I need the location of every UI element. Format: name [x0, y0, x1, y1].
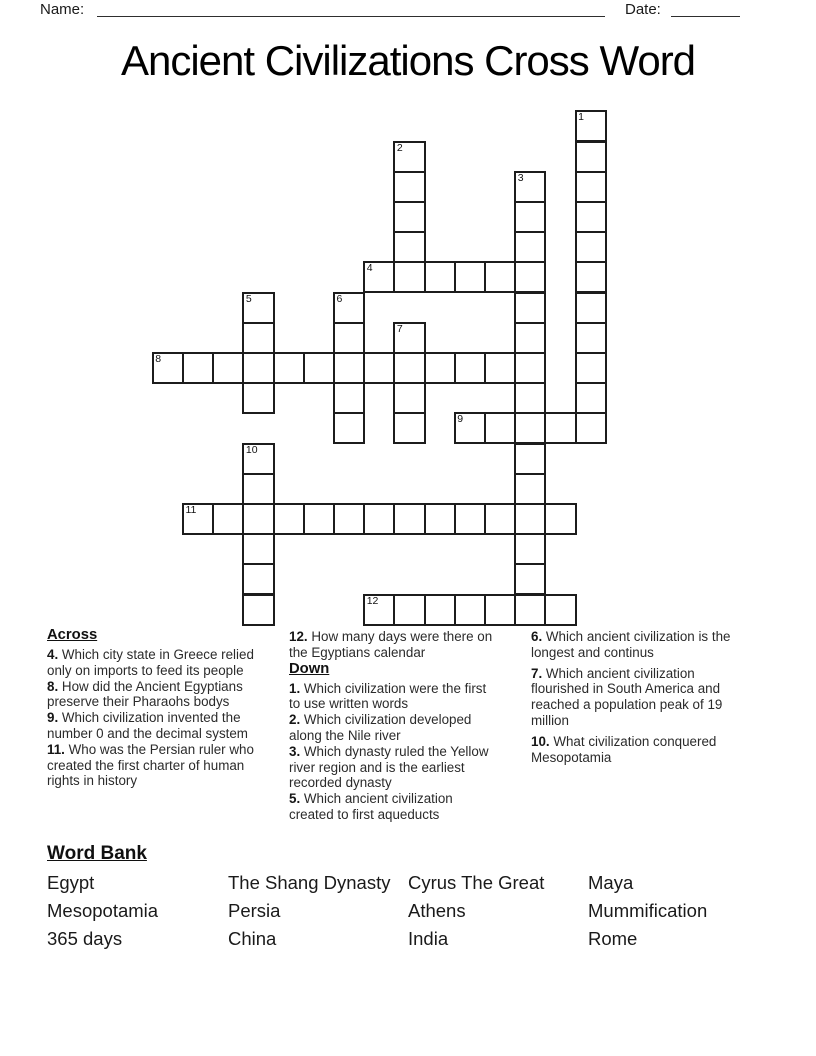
grid-cell: [484, 594, 516, 626]
grid-cell: [575, 141, 607, 173]
cell-number: 8: [155, 352, 162, 365]
cell-number: 2: [396, 141, 403, 154]
clue-text: Which city state in Greece relied only on imports to feed its people: [47, 647, 254, 678]
grid-cell: [393, 201, 425, 233]
grid-cell: [393, 261, 425, 293]
clue-number: 1.: [289, 680, 301, 696]
word-bank-item: Mesopotamia: [47, 900, 159, 921]
grid-cell: [242, 563, 274, 595]
grid-cell: [363, 261, 395, 293]
word-bank-heading: Word Bank: [47, 843, 147, 864]
grid-cell: [242, 503, 274, 535]
clue-6: [531, 629, 749, 661]
grid-cell: [242, 322, 274, 354]
grid-cell: [363, 594, 395, 626]
name-label: Name:: [40, 1, 85, 18]
grid-cell: [514, 322, 546, 354]
across-heading: Across: [47, 627, 98, 643]
grid-cell: [242, 352, 274, 384]
grid-cell: [393, 352, 425, 384]
grid-cell: [454, 352, 486, 384]
grid-cell: [575, 110, 607, 142]
grid-cell: [454, 261, 486, 293]
cell-number: 3: [517, 171, 524, 184]
word-bank-item: Persia: [228, 900, 281, 921]
grid-cell: [393, 141, 425, 173]
grid-cell: [514, 412, 546, 444]
cell-number: 11: [185, 503, 197, 516]
grid-cell: [212, 352, 244, 384]
clue-12: [289, 629, 494, 661]
grid-cell: [393, 322, 425, 354]
clue-3: [289, 744, 494, 791]
grid-cell: [333, 292, 365, 324]
clue-text: Which ancient civilization created to first aqueducts: [289, 791, 453, 822]
grid-cell: [514, 533, 546, 565]
clue-number: 6.: [531, 629, 543, 644]
word-bank-item: 365 days: [47, 928, 123, 949]
grid-cell: [242, 533, 274, 565]
grid-cell: [454, 412, 486, 444]
grid-cell: [484, 261, 516, 293]
grid-cell: [514, 292, 546, 324]
grid-cell: [514, 443, 546, 475]
grid-cell: [393, 382, 425, 414]
word-bank-column: [588, 869, 707, 953]
grid-cell: [514, 563, 546, 595]
clue-number: 7.: [531, 665, 543, 681]
clues-column-middle: [289, 629, 494, 823]
grid-cell: [242, 292, 274, 324]
clue-text: How many days were there on the Egyptians calendar: [289, 629, 493, 660]
clue-text: Which civilization were the first to use written words: [289, 680, 487, 712]
grid-cell: [575, 352, 607, 384]
grid-cell: [273, 503, 305, 535]
grid-cell: [393, 594, 425, 626]
clue-1: [289, 681, 494, 713]
grid-cell: [242, 594, 274, 626]
grid-cell: [424, 352, 456, 384]
word-bank-item: China: [228, 928, 277, 949]
clue-4: [47, 647, 275, 679]
clue-text: What civilization conquered Mesopotamia: [531, 733, 717, 765]
grid-cell: [424, 261, 456, 293]
grid-cell: [393, 171, 425, 203]
cell-number: 4: [366, 262, 373, 275]
word-bank-item: Maya: [588, 872, 634, 893]
word-bank-item: The Shang Dynasty: [228, 872, 391, 893]
cell-number: 9: [457, 413, 464, 426]
grid-cell: [514, 231, 546, 263]
clue-2: [289, 712, 494, 744]
grid-cell: [514, 261, 546, 293]
clue-5: [289, 791, 494, 823]
grid-cell: [544, 594, 576, 626]
grid-cell: [575, 261, 607, 293]
cell-number: 12: [366, 594, 379, 607]
clue-11: [47, 742, 275, 789]
grid-cell: [424, 503, 456, 535]
grid-cell: [575, 201, 607, 233]
clue-number: 3.: [289, 743, 301, 759]
down-heading: Down: [289, 660, 330, 677]
clue-number: 8.: [47, 678, 59, 694]
word-bank-item: Mummification: [588, 900, 708, 921]
grid-cell: [575, 231, 607, 263]
grid-cell: [303, 503, 335, 535]
clue-number: 12.: [289, 629, 308, 644]
grid-cell: [514, 352, 546, 384]
grid-cell: [544, 412, 576, 444]
clue-text: Which dynasty ruled the Yellow river region and is the earliest recorded dynasty: [289, 743, 489, 791]
grid-cell: [454, 503, 486, 535]
clue-number: 5.: [289, 791, 301, 807]
clue-number: 4.: [47, 647, 59, 662]
word-bank-column: [228, 869, 390, 953]
clue-text: Which civilization invented the number 0 and the decimal system: [47, 710, 248, 741]
grid-cell: [514, 382, 546, 414]
grid-cell: [575, 412, 607, 444]
clue-9: [47, 710, 275, 742]
clue-text: How did the Ancient Egyptians preserve their Pharaohs bodys: [47, 678, 243, 710]
clue-text: Which ancient civilization flourished in South America and reached a population peak of 19 million: [531, 665, 723, 728]
grid-cell: [454, 594, 486, 626]
grid-cell: [363, 503, 395, 535]
grid-cell: [212, 503, 244, 535]
clue-text: Which ancient civilization is the longest and continus: [531, 629, 731, 660]
grid-cell: [303, 352, 335, 384]
clue-8: [47, 679, 275, 711]
grid-cell: [544, 503, 576, 535]
clue-10: [531, 734, 749, 766]
grid-cell: [242, 382, 274, 414]
cell-number: 1: [578, 111, 584, 124]
grid-cell: [182, 352, 214, 384]
grid-cell: [424, 594, 456, 626]
date-label: Date:: [625, 1, 661, 18]
grid-cell: [333, 352, 365, 384]
grid-cell: [242, 443, 274, 475]
clue-number: 9.: [47, 710, 59, 726]
clue-text: Which civilization developed along the Nile river: [289, 712, 472, 743]
word-bank-item: Athens: [408, 900, 466, 921]
grid-cell: [242, 473, 274, 505]
clue-number: 10.: [531, 733, 550, 749]
grid-cell: [273, 352, 305, 384]
clues-column-right: [531, 629, 749, 770]
grid-cell: [575, 382, 607, 414]
grid-cell: [575, 292, 607, 324]
cell-number: 7: [396, 322, 403, 335]
page-title: Ancient Civilizations Cross Word: [120, 37, 696, 84]
grid-cell: [333, 322, 365, 354]
grid-cell: [393, 503, 425, 535]
cell-number: 6: [336, 292, 343, 305]
cell-number: 10: [245, 443, 258, 456]
grid-cell: [363, 352, 395, 384]
grid-cell: [182, 503, 214, 535]
word-bank-item: Cyrus The Great: [408, 872, 545, 893]
grid-cell: [514, 201, 546, 233]
clue-number: 2.: [289, 712, 301, 728]
grid-cell: [514, 171, 546, 203]
clue-text: Who was the Persian ruler who created the first charter of human rights in history: [47, 741, 254, 789]
grid-cell: [152, 352, 184, 384]
clues-column-left: [47, 627, 275, 789]
grid-cell: [333, 382, 365, 414]
word-bank-column: [47, 869, 158, 953]
grid-cell: [484, 412, 516, 444]
grid-cell: [333, 412, 365, 444]
grid-cell: [514, 503, 546, 535]
word-bank-item: Rome: [588, 928, 638, 949]
grid-cell: [514, 473, 546, 505]
grid-cell: [484, 503, 516, 535]
clue-number: 11.: [47, 741, 65, 757]
grid-cell: [484, 352, 516, 384]
cell-number: 5: [245, 292, 252, 305]
grid-cell: [514, 594, 546, 626]
word-bank-item: Egypt: [47, 872, 95, 893]
word-bank-column: [408, 869, 544, 953]
clue-7: [531, 666, 749, 729]
grid-cell: [575, 322, 607, 354]
word-bank-item: India: [408, 928, 449, 949]
grid-cell: [333, 503, 365, 535]
grid-cell: [393, 231, 425, 263]
grid-cell: [393, 412, 425, 444]
grid-cell: [575, 171, 607, 203]
